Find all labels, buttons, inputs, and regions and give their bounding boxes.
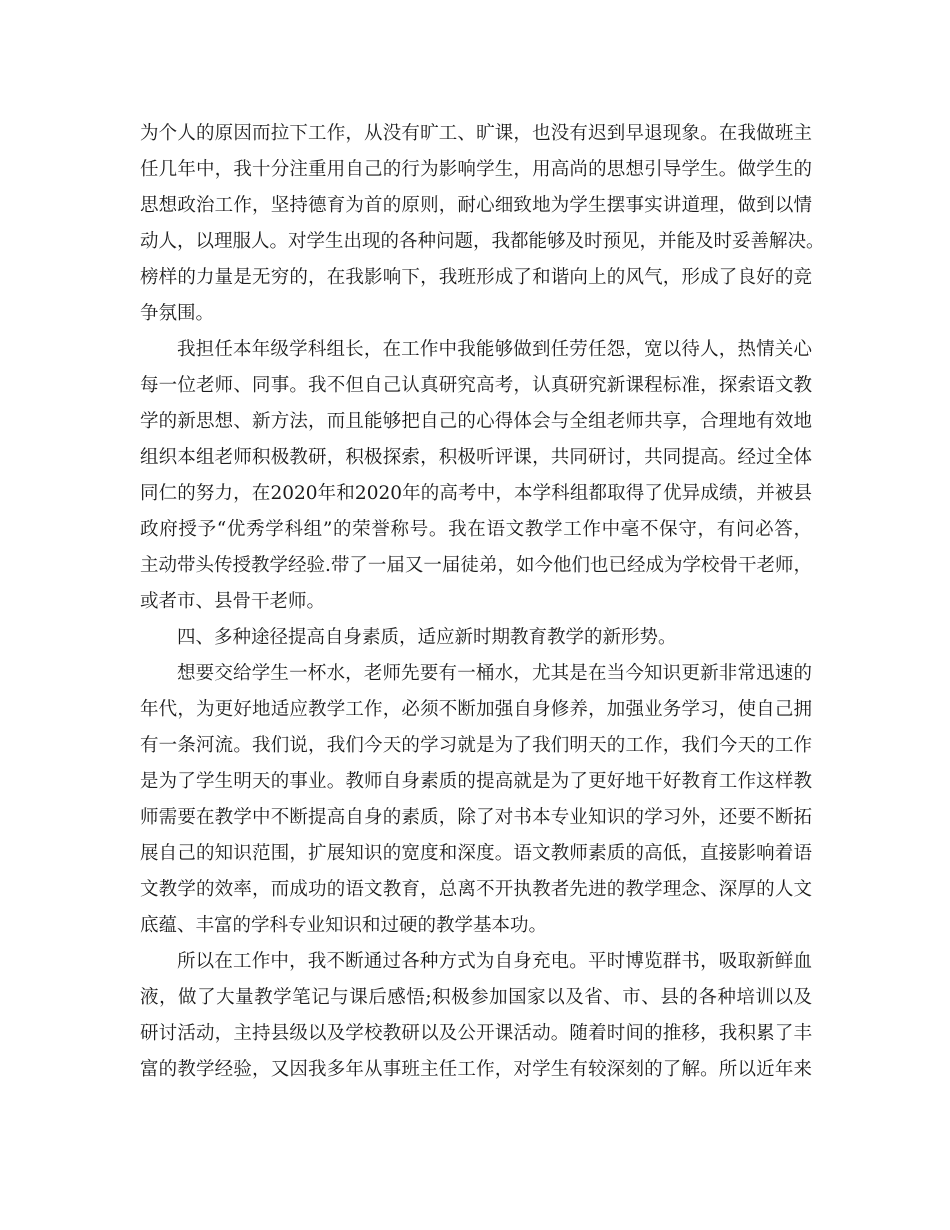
text-line: 富的教学经验，又因我多年从事班主任工作，对学生有较深刻的了解。所以近年来: [140, 1059, 812, 1080]
paragraph-3: [140, 656, 812, 944]
paragraph-1: [140, 116, 825, 332]
text-line: 动人，以理服人。对学生出现的各种问题，我都能够及时预见，并能及时妥善解决。: [140, 231, 825, 252]
text-line: 政府授予“优秀学科组”的荣誉称号。我在语文教学工作中毫不保守，有问必答，: [140, 519, 812, 540]
text-line: 每一位老师、同事。我不但自己认真研究高考，认真研究新课程标准，探索语文教: [140, 375, 812, 396]
text-line: 或者市、县骨干老师。: [140, 591, 326, 612]
text-line: 液，做了大量教学笔记与课后感悟;积极参加国家以及省、市、县的各种培训以及: [140, 987, 812, 1008]
text-line: 同仁的努力，在2020年和2020年的高考中，本学科组都取得了优异成绩，并被县: [140, 483, 812, 504]
text-line: 任几年中，我十分注重用自己的行为影响学生，用高尚的思想引导学生。做学生的: [140, 159, 812, 180]
text-line: 所以在工作中，我不断通过各种方式为自身充电。平时博览群书，吸取新鲜血: [177, 951, 812, 972]
text-line: 研讨活动，主持县级以及学校教研以及公开课活动。随着时间的推移，我积累了丰: [140, 1023, 812, 1044]
document-body: [140, 116, 825, 1088]
text-line: 我担任本年级学科组长，在工作中我能够做到任劳任怨，宽以待人，热情关心: [177, 339, 812, 360]
text-line: 有一条河流。我们说，我们今天的学习就是为了我们明天的工作，我们今天的工作: [140, 735, 812, 756]
text-line: 争氛围。: [140, 303, 215, 324]
paragraph-2: [140, 332, 812, 620]
text-line: 为个人的原因而拉下工作，从没有旷工、旷课，也没有迟到早退现象。在我做班主: [140, 123, 812, 144]
text-line: 年代，为更好地适应教学工作，必须不断加强自身修养，加强业务学习，使自己拥: [140, 699, 812, 720]
text-line: 主动带头传授教学经验.带了一届又一届徒弟，如今他们也已经成为学校骨干老师，: [140, 555, 812, 576]
text-line: 想要交给学生一杯水，老师先要有一桶水，尤其是在当今知识更新非常迅速的: [177, 663, 812, 684]
text-line: 是为了学生明天的事业。教师自身素质的提高就是为了更好地干好教育工作这样教: [140, 771, 812, 792]
text-line: 学的新思想、新方法，而且能够把自己的心得体会与全组老师共享，合理地有效地: [140, 411, 812, 432]
paragraph-4: [140, 944, 812, 1088]
text-line: 展自己的知识范围，扩展知识的宽度和深度。语文教师素质的高低，直接影响着语: [140, 843, 812, 864]
text-line: 师需要在教学中不断提高自身的素质，除了对书本专业知识的学习外，还要不断拓: [140, 807, 812, 828]
section-heading-4: [140, 620, 812, 656]
text-line: 榜样的力量是无穷的，在我影响下，我班形成了和谐向上的风气，形成了良好的竞: [140, 267, 812, 288]
text-line: 文教学的效率，而成功的语文教育，总离不开执教者先进的教学理念、深厚的人文: [140, 879, 812, 900]
text-line: 底蕴、丰富的学科专业知识和过硬的教学基本功。: [140, 915, 548, 936]
text-line: 思想政治工作，坚持德育为首的原则，耐心细致地为学生摆事实讲道理，做到以情: [140, 195, 812, 216]
heading-line: 四、多种途径提高自身素质，适应新时期教育教学的新形势。: [177, 627, 677, 648]
text-line: 组织本组老师积极教研，积极探索，积极听评课，共同研讨，共同提高。经过全体: [140, 447, 812, 468]
